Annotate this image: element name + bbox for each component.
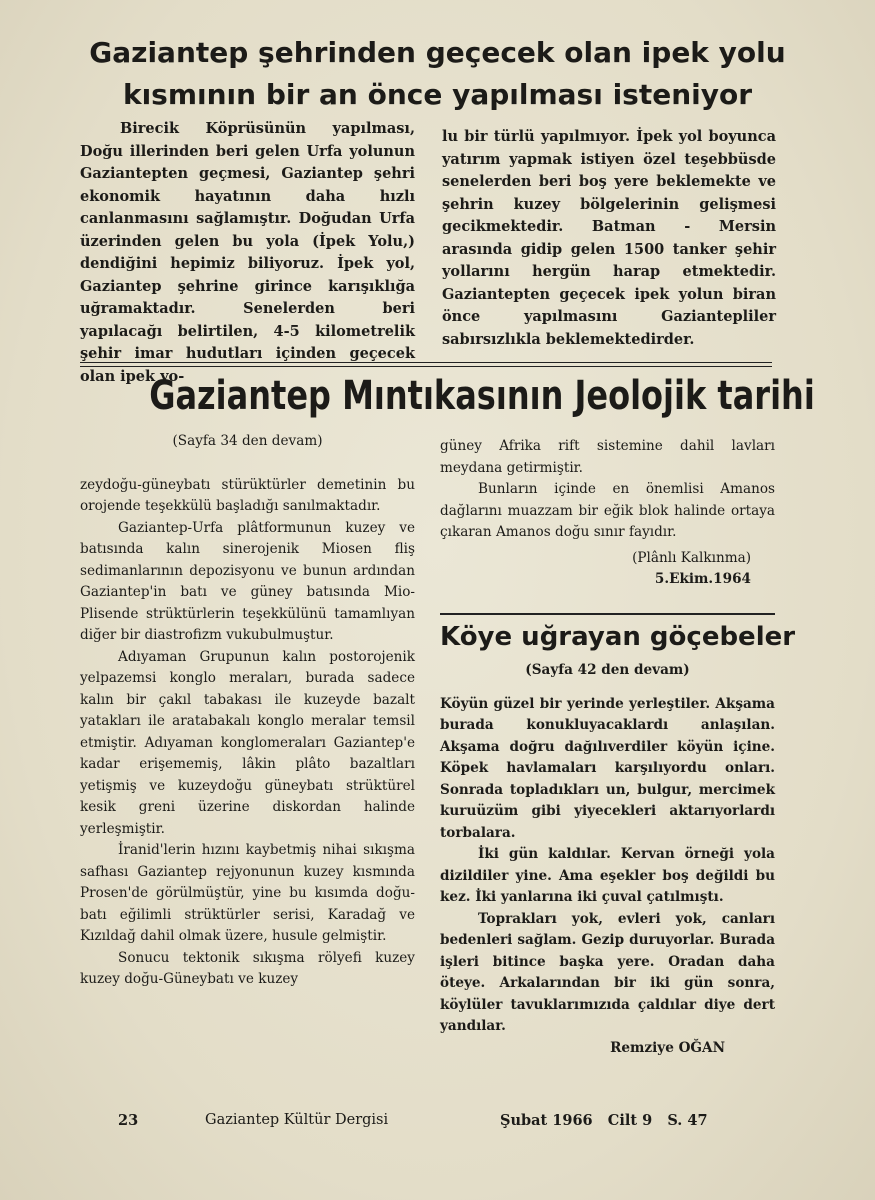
- article1-left-text: Birecik Köprüsünün yapılması, Doğu illerinden beri gelen Urfa yolunun Gaziantepten geçmesi, Gaziantep şehri ekonomik hayatının daha hızlı canlanmasını sağlamıştır. Doğudan Urfa üzerinden gelen bu yola (İpek Yolu,) dendiğini hepimiz biliyoruz. İpek yol, Gaziantep şehrine girince karışıklığa uğramaktadır. Senelerden beri yapılacağı belirtilen, 4-5 kilometrelik şehir imar hudutları içinden geçecek olan ipek yo-: [80, 120, 415, 385]
- article2-paragraph: Sonucu tektonik sıkışma rölyefi kuzey kuzey doğu-Güneybatı ve kuzey: [80, 949, 415, 987]
- article1-title-line2: kısmının bir an önce yapılması isteniyor: [122, 78, 753, 111]
- article3-continued-note: (Sayfa 42 den devam): [525, 662, 690, 678]
- article3-divider: [440, 613, 775, 615]
- article2-right-paragraph: Bunların içinde en önemlisi Amanos dağlarını muazzam bir eğik blok halinde ortaya çıkaran Amanos doğu sınır fayıdır.: [440, 481, 775, 540]
- article2-paragraph: Adıyaman Grupunun kalın postorojenik yelpazemsi konglo meraları, burada sadece kalın bir çakıl tabakası ile kuzeyde bazalt yatakları ile aratabakalı konglo meralar temsil etmiştir. Adıyaman konglomeraları Gaziantep'e kadar erişememiş, lâkin plâto bazaltları yetişmiş ve kuzeydoğu güneybatı strüktürel kesik greni üzerine diskordan halinde yerleşmiştir.: [80, 648, 415, 837]
- article1-title-line1: Gaziantep şehrinden geçecek olan ipek yolu: [89, 36, 786, 69]
- section-divider-bottom: [80, 366, 772, 367]
- article3-paragraph: İki gün kaldılar. Kervan örneği yola dizildiler yine. Ama eşekler boş değildi bu kez. İki yanlarına iki çuval çatılmıştı.: [440, 846, 775, 905]
- article2-date: 5.Ekim.1964: [654, 571, 751, 587]
- article2-paragraph: İranid'lerin hızını kaybetmiş nihai sıkışma safhası Gaziantep rejyonunun kuzey kısmında Prosen'de görülmüştür, yine bu kısımda doğu-batı eğilimli strüktürler serisi, Karadağ ve Kızıldağ dahil olmak üzere, husule gelmiştir.: [80, 842, 415, 944]
- article3-paragraph: Toprakları yok, evleri yok, canları bedenleri sağlam. Gezip duruyorlar. Burada işleri bitince başka yere. Oradan daha öteye. Arkalarından bir iki gün sonra, köylüler tavuklarımızıda çaldılar diye dert yandılar.: [440, 910, 775, 1034]
- article1-right-text: lu bir türlü yapılmıyor. İpek yol boyunca yatırım yapmak istiyen özel teşebbüsde senelerden beri boş yere beklemekte ve şehrin kuzey bölgelerinin gelişmesi gecikmektedir. Batman - Mersin arasında gidip gelen 1500 tanker şehir yollarını hergün harap etmektedir. Gaziantepten geçecek ipek yolun biran önce yapılmasını Gaziantepliler sabırsızlıkla beklemektedirder.: [442, 128, 776, 348]
- article2-paragraph: zeydoğu-güneybatı stürüktürler demetinin bu orojende teşekkülü başladığı sanılmaktadır.: [80, 476, 415, 514]
- article2-left-column: [80, 431, 415, 991]
- article1-right-column: [442, 126, 776, 351]
- footer-issue-info: Şubat 1966 Cilt 9 S. 47: [500, 1112, 708, 1129]
- footer-journal-name: Gaziantep Kültür Dergisi: [205, 1112, 389, 1128]
- article2-right-paragraph: güney Afrika rift sistemine dahil lavları meydana getirmiştir.: [440, 438, 775, 476]
- article3-author: Remziye OĞAN: [610, 1039, 725, 1056]
- article2-right-column: [440, 436, 775, 591]
- article3-body: [440, 660, 775, 1059]
- article1-left-column: [80, 118, 415, 388]
- article3-paragraph: Köyün güzel bir yerinde yerleştiler. Akşama burada konukluyacaklardı anlaşılan. Akşama doğru dağılıverdiler köyün içine. Köpek havlamaları karşılıyordu onları. Sonrada topladıkları un, bulgur, mercimek kuruüzüm gibi yiyecekleri aktarıyorlardı torbalara.: [440, 695, 775, 841]
- article2-title: Gaziantep Mıntıkasının Jeolojik tarihi: [149, 373, 815, 419]
- article3-title: Köye uğrayan göçebeler: [440, 622, 796, 652]
- section-divider-top: [80, 362, 772, 363]
- article2-source: (Plânlı Kalkınma): [632, 549, 751, 566]
- article2-paragraph: Gaziantep-Urfa plâtformunun kuzey ve batısında kalın sinerojenik Miosen fliş sedimanlarının depozisyonu ve bunun ardından Gaziantep'in batı ve güney batısında Mio-Plisende strüktürlerin teşekkülünü tamamlıyan diğer bir diastrofizm vukubulmuştur.: [80, 519, 415, 643]
- footer-page-number: 23: [118, 1112, 139, 1129]
- article2-continued-note: (Sayfa 34 den devam): [172, 433, 323, 449]
